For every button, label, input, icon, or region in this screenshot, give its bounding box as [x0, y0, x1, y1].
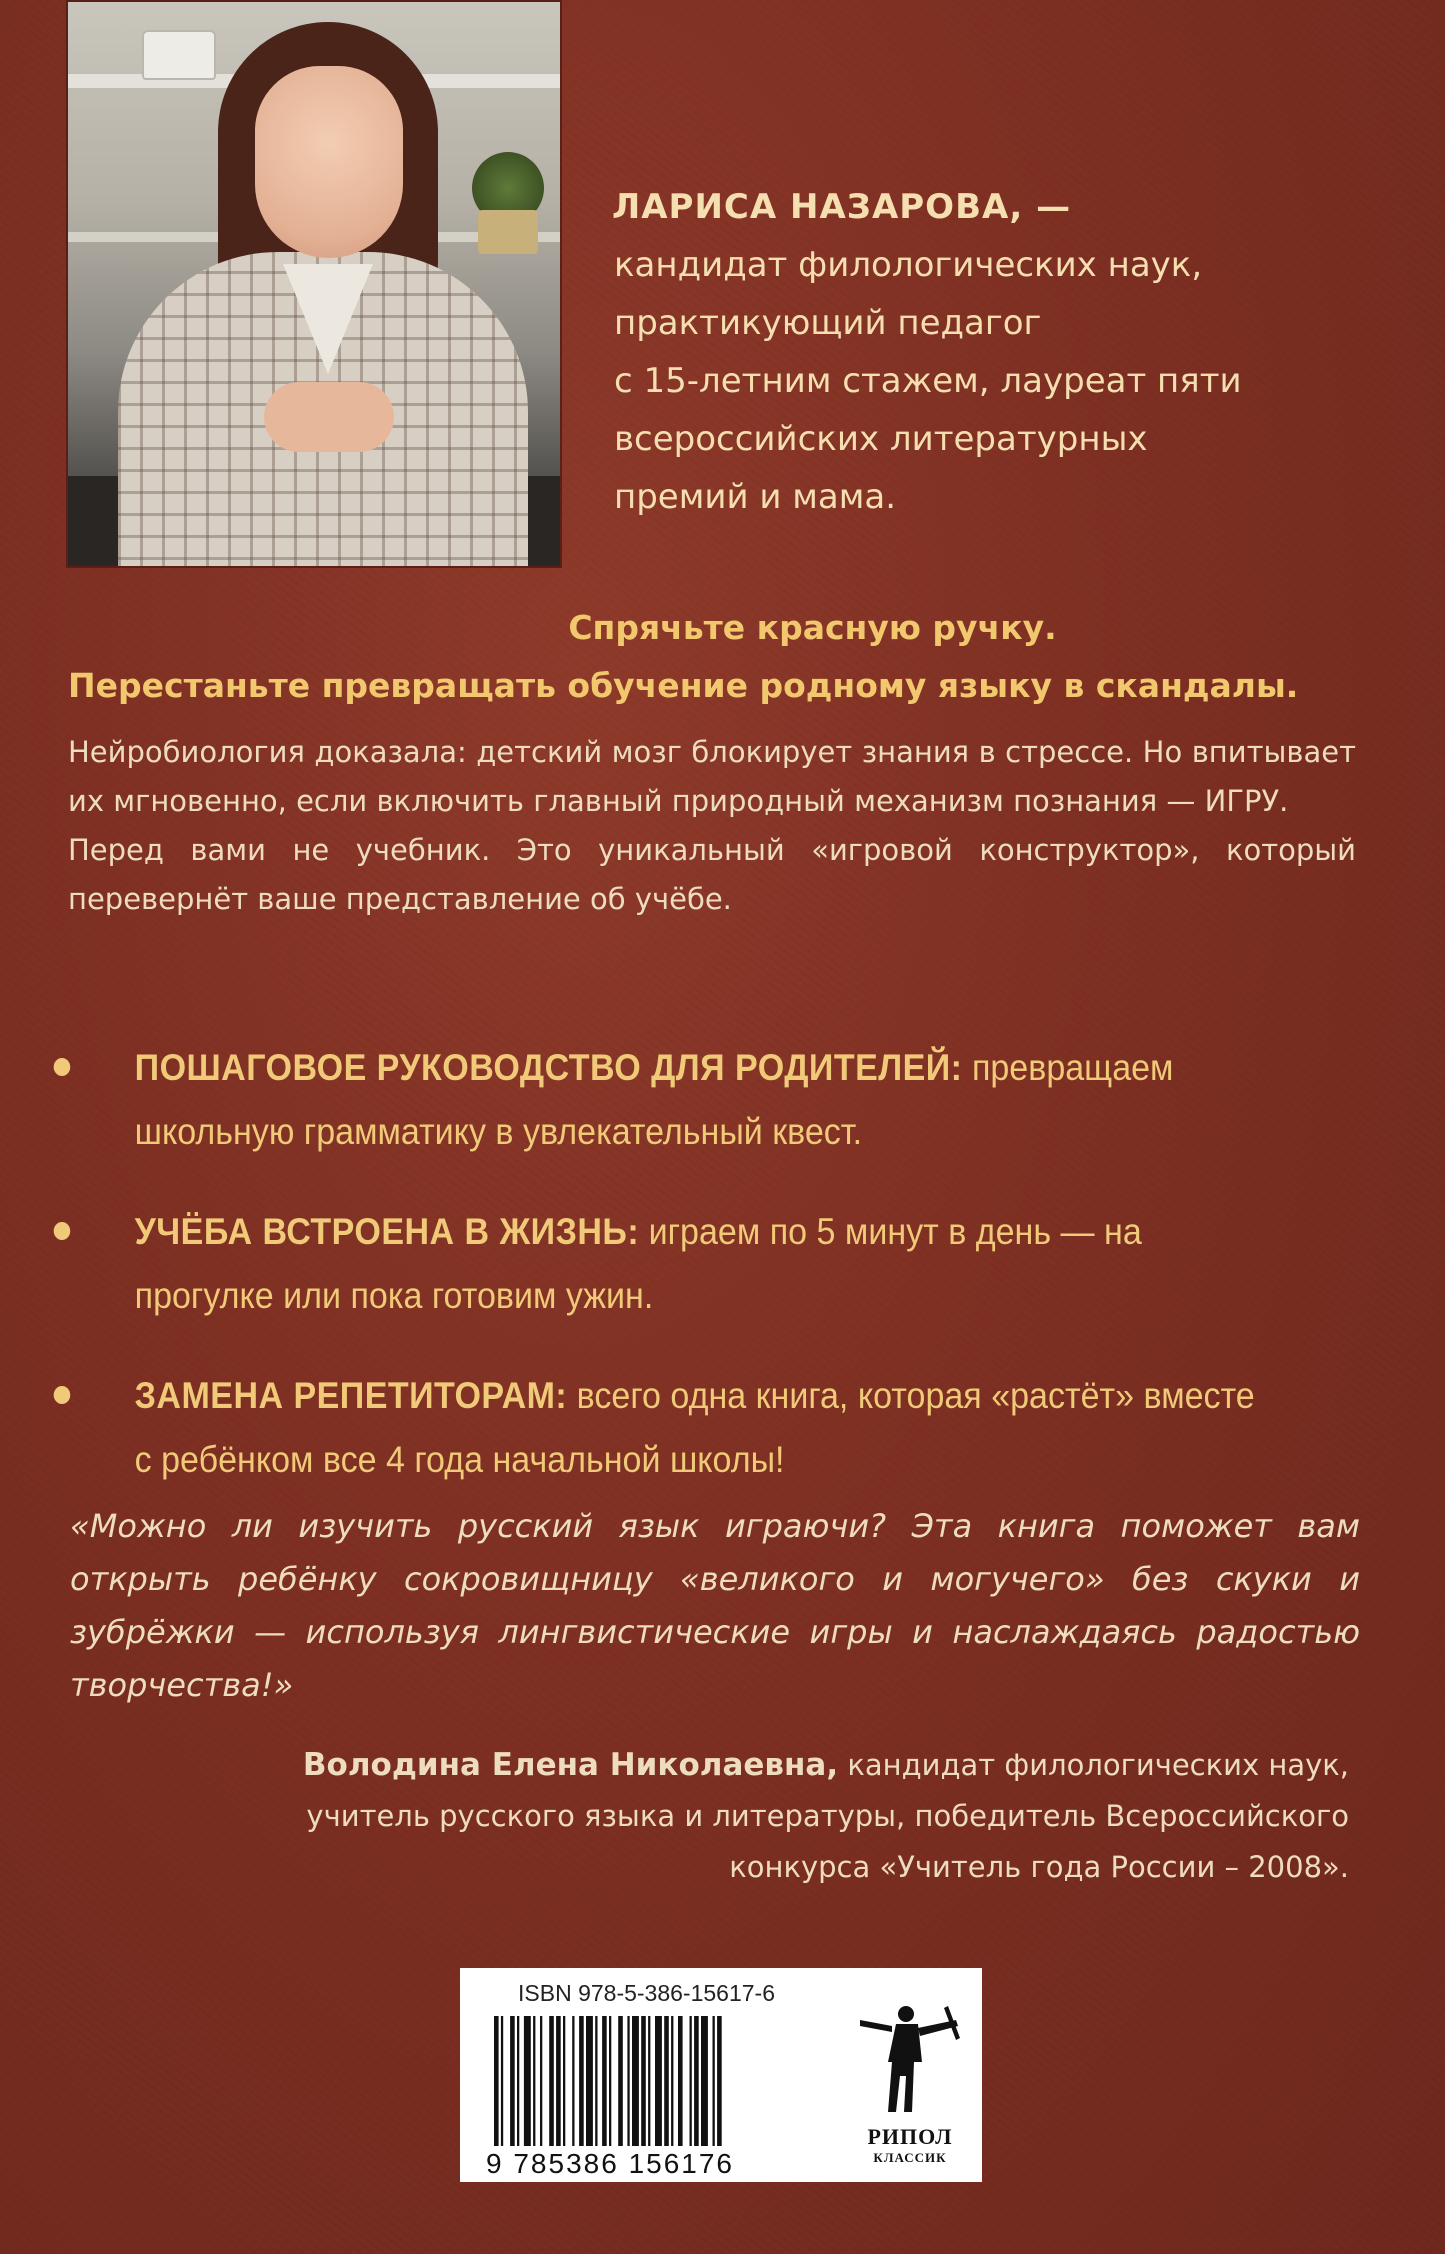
barcode-bar: [713, 2016, 715, 2146]
barcode-bar: [533, 2016, 535, 2146]
feature-title: УЧЁБА ВСТРОЕНА В ЖИЗНЬ:: [134, 1211, 640, 1252]
intro-text: [68, 728, 1356, 924]
photo-face: [255, 66, 403, 258]
barcode-bar: [586, 2016, 593, 2146]
barcode-bars: [494, 2016, 834, 2146]
publisher-logo: [852, 1992, 968, 2168]
photo-hands: [264, 382, 394, 452]
bullet-dot-icon: [54, 1386, 71, 1404]
slogan-line-2: Перестаньте превращать обучение родному языку в скандалы.: [68, 666, 1299, 705]
bullet-dot-icon: [54, 1058, 71, 1076]
barcode-bar: [501, 2016, 503, 2146]
reviewer-title: конкурса «Учитель года России – 2008».: [729, 1850, 1349, 1884]
publisher-name: РИПОЛ: [867, 2124, 953, 2149]
reviewer-name: Володина Елена Николаевна,: [302, 1747, 839, 1783]
review-quote: «Можно ли изучить русский язык играючи? Эта книга поможет вам открыть ребёнку сокровищницу «великого и могучего» без скуки и зубрёжки — используя лингвистические игры и наслаждаясь радостью творчества!»: [70, 1507, 1360, 1704]
barcode-box: [460, 1968, 982, 2182]
barcode-bar: [579, 2016, 584, 2146]
barcode-bar: [694, 2016, 699, 2146]
barcode-digits: 9 785386 156176: [486, 2148, 734, 2179]
barcode-bar: [572, 2016, 574, 2146]
feature-title: ЗАМЕНА РЕПЕТИТОРАМ:: [134, 1375, 568, 1416]
barcode-bar: [540, 2016, 542, 2146]
author-bio-line: кандидат филологических наук,: [614, 245, 1203, 285]
photo-pot: [478, 210, 538, 254]
intro-paragraph: Перед вами не учебник. Это уникальный «игровой конструктор», который перевернёт ваше представление об учёбе.: [68, 833, 1356, 916]
feature-item: [50, 1364, 1264, 1492]
barcode-bar: [524, 2016, 531, 2146]
barcode-bar: [690, 2016, 692, 2146]
barcode-bar: [602, 2016, 607, 2146]
publisher-subname: КЛАССИК: [873, 2150, 947, 2165]
feature-text: превращаем школьную грамматику в увлекательный квест.: [134, 1047, 1174, 1152]
slogan-line-1: Спрячьте красную ручку.: [568, 608, 1057, 647]
barcode-bar: [609, 2016, 611, 2146]
barcode-bar: [563, 2016, 565, 2146]
author-photo: [66, 0, 562, 568]
reviewer-title: учитель русского языка и литературы, победитель Всероссийского: [306, 1799, 1349, 1833]
barcode-bar: [517, 2016, 519, 2146]
barcode-bar: [671, 2016, 673, 2146]
barcode-bar: [549, 2016, 554, 2146]
review-signature: [89, 1740, 1349, 1893]
intro-paragraph: Нейробиология доказала: детский мозг блокирует знания в стрессе. Но впитывает их мгновенно, если включить главный природный механизм познания — ИГРУ.: [68, 735, 1356, 818]
feature-item: [50, 1036, 1264, 1164]
archer-icon: [852, 1992, 968, 2122]
barcode-bar: [701, 2016, 708, 2146]
feature-text: играем по 5 минут в день — на прогулке или пока готовим ужин.: [134, 1211, 1142, 1316]
author-bio-line: всероссийских литературных: [614, 419, 1148, 459]
barcode-bar: [632, 2016, 639, 2146]
author-bio-line: с 15-летним стажем, лауреат пяти: [614, 361, 1242, 401]
author-bio-line: практикующий педагог: [614, 303, 1042, 343]
barcode-bar: [510, 2016, 515, 2146]
isbn-text: ISBN 978-5-386-15617-6: [518, 1980, 775, 2006]
bullet-dot-icon: [54, 1222, 71, 1240]
barcode-bar: [595, 2016, 597, 2146]
feature-item: [50, 1200, 1264, 1328]
barcode-bar: [627, 2016, 629, 2146]
photo-jar: [142, 30, 216, 80]
author-name: ЛАРИСА НАЗАРОВА, —: [612, 187, 1072, 227]
feature-list: [50, 1036, 1370, 1528]
feature-text: всего одна книга, которая «растёт» вместе с ребёнком все 4 года начальной школы!: [134, 1375, 1255, 1480]
barcode-bar: [648, 2016, 650, 2146]
author-bio: [612, 178, 1392, 526]
barcode-bar: [556, 2016, 561, 2146]
barcode-bar: [641, 2016, 646, 2146]
reviewer-title: кандидат филологических наук,: [847, 1748, 1349, 1782]
author-bio-line: премий и мама.: [614, 477, 897, 517]
barcode-bar: [717, 2016, 722, 2146]
feature-title: ПОШАГОВОЕ РУКОВОДСТВО ДЛЯ РОДИТЕЛЕЙ:: [134, 1047, 963, 1088]
barcode-bar: [618, 2016, 623, 2146]
barcode-bar: [494, 2016, 499, 2146]
barcode-bar: [664, 2016, 669, 2146]
barcode-bar: [655, 2016, 662, 2146]
barcode-bar: [678, 2016, 683, 2146]
